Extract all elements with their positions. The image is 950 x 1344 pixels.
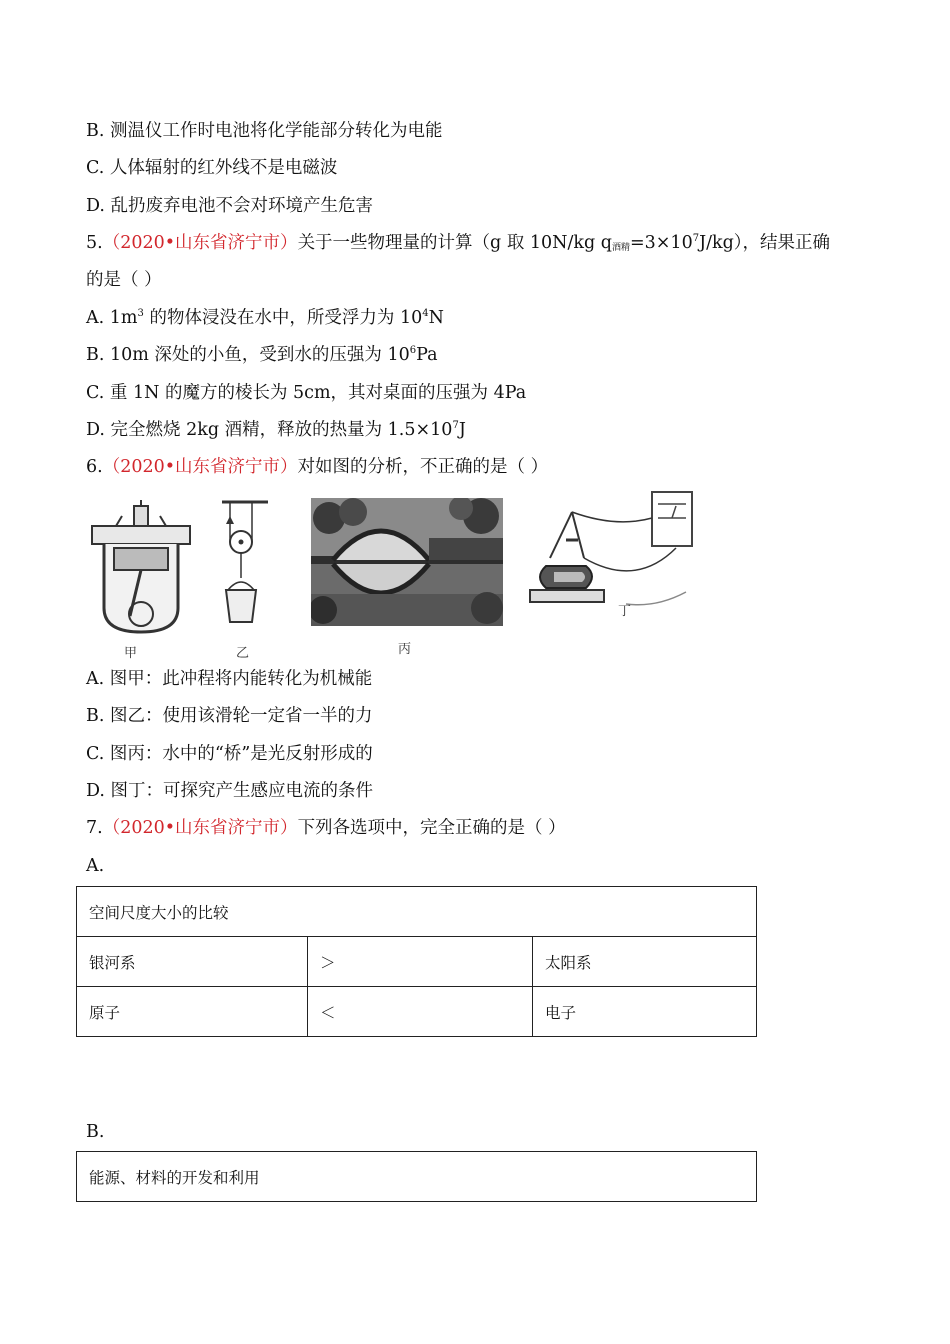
q5-source: （2020•山东省济宁市） [102, 233, 298, 253]
table-cell: 银河系 [77, 937, 308, 987]
fig-label-yi: 乙 [236, 646, 250, 661]
table-cell: ＜ [308, 987, 533, 1037]
q4-option-b: B. 测温仪工作时电池将化学能部分转化为电能 [86, 121, 443, 141]
q6-option-a: A. 图甲：此冲程将内能转化为机械能 [86, 669, 373, 689]
q5-a-text2: 的物体浸没在水中，所受浮力为 10 [143, 308, 423, 328]
q5-option-b [86, 343, 438, 367]
q7-number: 7. [86, 818, 103, 838]
table-row [77, 987, 757, 1037]
q7-stem [86, 816, 566, 840]
fig-label-ding: 丁 [618, 604, 632, 619]
q5-stem-c: J/kg），结果正确 [699, 233, 831, 253]
table-row [77, 887, 757, 937]
q7-table-b [76, 1151, 757, 1202]
q5-stem-b: =3×10 [629, 233, 693, 253]
engine-cylinder-figure [86, 498, 196, 638]
q5-b-exp: 6 [409, 345, 417, 356]
q5-stem-sub: 酒精 [611, 243, 630, 253]
q7-option-a-label: A. [86, 856, 105, 876]
fig-label-jia: 甲 [124, 646, 138, 661]
q5-option-c: C. 重 1N 的魔方的棱长为 5cm，其对桌面的压强为 4Pa [86, 383, 527, 403]
table-header-cell: 空间尺度大小的比较 [77, 887, 757, 937]
q5-a-exp2: 4 [422, 308, 429, 319]
table-header-cell: 能源、材料的开发和利用 [77, 1152, 757, 1202]
q5-option-a [86, 306, 444, 330]
q5-d-exp: 7 [452, 420, 459, 431]
pulley-figure [214, 498, 274, 638]
q5-stem-a: 关于一些物理量的计算（g 取 10N/kg q [297, 233, 612, 253]
induction-apparatus-figure [526, 488, 698, 616]
q5-stem-exp: 7 [692, 233, 700, 244]
q6-stem [86, 455, 548, 479]
table-cell: ＞ [308, 937, 533, 987]
q5-a-text3: N [428, 308, 444, 328]
q5-d-text2: J [458, 420, 466, 440]
table-row [77, 1152, 757, 1202]
q5-option-d [86, 418, 466, 442]
q5-b-text2: Pa [416, 345, 438, 365]
q5-d-text1: D. 完全燃烧 2kg 酒精，释放的热量为 1.5×10 [86, 420, 453, 440]
q5-stem [86, 231, 830, 260]
q6-option-b: B. 图乙：使用该滑轮一定省一半的力 [86, 706, 373, 726]
q7-table-a [76, 886, 757, 1037]
q4-option-d: D. 乱扔废弃电池不会对环境产生危害 [86, 196, 374, 216]
q4-option-c: C. 人体辐射的红外线不是电磁波 [86, 158, 338, 178]
table-cell: 电子 [533, 987, 757, 1037]
q5-a-text1: A. 1m [86, 308, 138, 328]
q6-stem-text: 对如图的分析，不正确的是（ ） [297, 457, 549, 477]
q6-option-d: D. 图丁：可探究产生感应电流的条件 [86, 781, 374, 801]
q5-a-exp1: 3 [137, 308, 144, 319]
q5-number: 5. [86, 233, 103, 253]
table-cell: 原子 [77, 987, 308, 1037]
q7-option-b-label: B. [86, 1122, 105, 1142]
table-cell: 太阳系 [533, 937, 757, 987]
bridge-reflection-photo [311, 498, 503, 626]
fig-label-bing: 丙 [398, 642, 412, 657]
q7-stem-text: 下列各选项中，完全正确的是（ ） [297, 818, 566, 838]
q5-b-text1: B. 10m 深处的小鱼，受到水的压强为 10 [86, 345, 410, 365]
q6-number: 6. [86, 457, 103, 477]
q6-source: （2020•山东省济宁市） [102, 457, 298, 477]
table-row [77, 937, 757, 987]
q7-source: （2020•山东省济宁市） [102, 818, 298, 838]
q6-option-c: C. 图丙：水中的“桥”是光反射形成的 [86, 744, 373, 764]
q5-stem-line2: 的是（ ） [86, 270, 162, 290]
